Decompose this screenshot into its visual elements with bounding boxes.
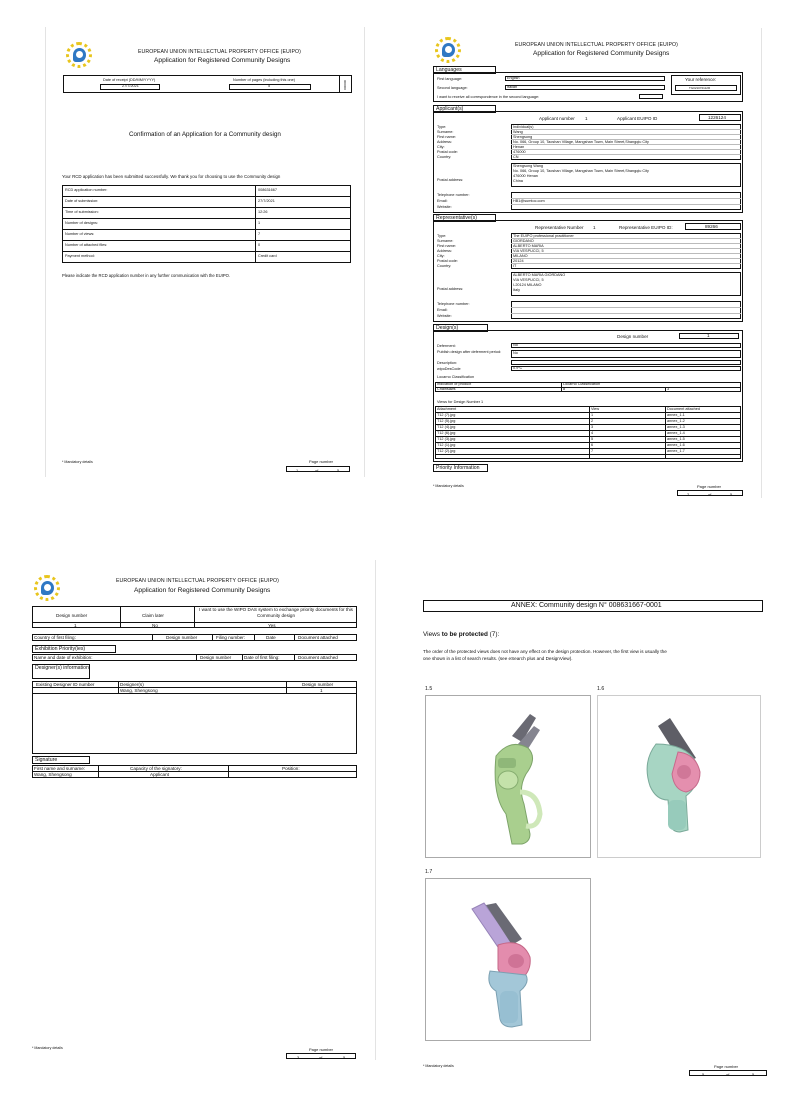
form-title: Application for Registered Community Designs: [154, 57, 291, 64]
row-value: 008631667: [258, 188, 278, 192]
languages-header: Languages: [433, 66, 496, 74]
row-label: Time of submission:: [65, 210, 99, 214]
representatives-header: Representative(s): [433, 214, 496, 222]
row-value: 1: [258, 221, 261, 225]
signature-header: Signature: [32, 756, 90, 764]
view-image-frame: [425, 695, 591, 858]
row-label: RCD application number:: [65, 188, 108, 192]
page-number-label: Page number: [309, 459, 334, 464]
row-value: 7: [258, 232, 261, 236]
form-title: Application for Registered Community Designs: [134, 587, 271, 594]
row-label: Number of designs:: [65, 221, 98, 225]
euipo-logo-icon: [433, 35, 463, 65]
correspondence-checkbox: [639, 94, 663, 99]
applicants-header: Applicant(s): [433, 105, 496, 113]
page-2: EUROPEAN UNION INTELLECTUAL PROPERTY OFFICE (EUIPO) Application for Registered Community Designs Languages First language: English Second language: Italian I want to receive all correspondence in the second language: Your reference: TG021072112R Applicant(s) Applicant number 1 Applicant EUIPO ID 1226124 Type: Surname: First name: Address: City: Postal code: Country: Individual(s) Wang Shengsong No. 066, Group 10, Taoshan Village, Mangshan Town, Main Street,Shangqiu City Henan 476000 CN Postal address: Shengsong Wang No. 066, Group 10, Taoshan Village, Mangshan Town, Main Street,Shangqiu City 476000 Henan China Telephone number: Email: Website: HB1@sumtoc.com Representative(s) Representative Number 1 Representative EUIPO ID: 89266 Type: Surname: First name: Address: City: Postal code: Country: The EUIPO professional practitioner GIORDANO ALBERTO MARIA VIA VESPUCCI, 5 MILANO 20124 IT Postal address: ALBERTO MARIA GIORDANO VIA VESPUCCI, 5 I-20124 MILANO Italy Telephone number: Email: Website: Design(s) Design number 1 Deferment: No Publish design after deferment period: No Description: wipoDesCode 07FC Locarno Classification Indication of product Locarno Classification Chainsaws 8 3 Views for Design Number 1 Attachment View Document attached T12 (7).jpg 1 annex_1.1 T12 (5).jpg 2 annex_1.2 T12 (4).jpg 3 annex_1.3 T12 (6).jpg 4 annex_1.4 T12 (3).jpg 5 annex_1.5 T12 (1).jpg 6 annex_1.6 T12 (2).jpg 7 annex_1.7 Priority Information * Mandatory details Page number 2 of 5: [427, 28, 762, 498]
row-label: Number of views:: [65, 232, 95, 236]
euipo-logo-icon: [64, 40, 94, 70]
application-note: Please indicate the RCD application number in any further communication with the EUIPO.: [62, 273, 231, 278]
row-value: 0: [258, 243, 261, 247]
confirmation-title: Confirmation of an Application for a Community design: [129, 131, 281, 138]
exhibition-header: Exhibition Priority(ies): [32, 645, 116, 653]
view-image-frame: [425, 878, 591, 1041]
view-image-frame: [597, 695, 761, 858]
order-note-1: The order of the protected views does not have any effect on the design protection. However, the first view is usually the: [423, 649, 667, 654]
pages-value: 5: [268, 84, 271, 88]
row-label: Date of submission:: [65, 199, 99, 203]
view-label: 1.6: [597, 686, 605, 692]
row-label: Number of attached files:: [65, 243, 108, 247]
row-label: Payment method:: [65, 254, 95, 258]
receipt-label: Date of receipt (DD/MM/YYYY): [103, 78, 156, 82]
views-table: Attachment View Document attached T12 (7).jpg 1 annex_1.1 T12 (5).jpg 2 annex_1.2 T12 (4).jpg 3 annex_1.3 T12 (6).jpg 4 annex_1.4 T12 (3).jpg 5 annex_1.5 T12 (1).jpg 6 annex_1.6 T12 (2).jpg 7 annex_1.7: [435, 406, 741, 459]
intro-text: Your RCD application has been submitted successfully. We thank you for choosing to use the Community design: [62, 174, 281, 179]
priority-header: Priority Information: [433, 464, 488, 472]
euipo-logo-icon: [32, 573, 62, 603]
row-value: 12:26: [258, 210, 268, 214]
row-value: Credit card: [258, 254, 277, 258]
page-3: EUROPEAN UNION INTELLECTUAL PROPERTY OFFICE (EUIPO) Application for Registered Community Designs Design number Claim later I want to use the WIPO DAS system to exchange priority documents for this Community design 1 No Yes Country of first filing: Design number Filing number: Date Document attached Exhibition Priority(ies) Name and date of exhibition: Design number Date of first filing: Document attached Designer(s) information Existing Designer ID number Designer(s) Design number Wang, Shengsong 1 Signature First name and surname: Capacity of the signatory: Position: Wang, Shengsong Applicant * Mandatory details Page number 3 of 5: [26, 560, 376, 1060]
chainsaw-green-image: [426, 696, 592, 859]
mandatory-note: * Mandatory details: [62, 460, 93, 464]
chainsaw-pink-front-image: [426, 879, 592, 1042]
office-name: EUROPEAN UNION INTELLECTUAL PROPERTY OFFICE (EUIPO): [138, 49, 301, 55]
office-name: EUROPEAN UNION INTELLECTUAL PROPERTY OFFICE (EUIPO): [116, 578, 279, 584]
row-value: 27/7/2021: [258, 199, 275, 203]
receipt-value: 27/7/2021: [122, 84, 139, 88]
order-note-2: one shown in a list of search results. (see eSearch plus and DesignView).: [423, 656, 573, 661]
form-title: Application for Registered Community Designs: [533, 50, 670, 57]
designers-header: Designer(s) information: [32, 664, 90, 679]
designs-header: Design(s): [433, 324, 488, 332]
side-code: 000000: [343, 79, 348, 91]
page-1: EUROPEAN UNION INTELLECTUAL PROPERTY OFFICE (EUIPO) Application for Registered Community Designs Date of receipt (DD/MM/YYYY) 27/7/2021 Number of pages (including this one) 5 000000 Confirmation of an Application for a Community design Your RCD application has been submitted successfully. We thank you for choosing to use the Community design RCD application number: 008631667 Date of submission: 27/7/2021 Time of submission: 12:26 Number of designs: 1 Number of views: 7 Number of attached files: 0 Payment method: Credit card Please indicate the RCD application number in any further communication with the EUIPO. * Mandatory details Page number 1 of 5: [45, 27, 365, 477]
view-label: 1.7: [425, 869, 433, 875]
chainsaw-pink-side-image: [598, 696, 762, 859]
office-name: EUROPEAN UNION INTELLECTUAL PROPERTY OFFICE (EUIPO): [515, 42, 678, 48]
view-label: 1.5: [425, 686, 433, 692]
page-4: ANNEX: Community design N° 008631667-0001 Views to be protected (7): The order of the protected views does not have any effect on the design protection. However, the first view is usually the one shown in a list of search results. (see eSearch plus and DesignView). 1.5 1.6 1.7 * Mandatory details Page number 5 of 5: [417, 580, 772, 1080]
views-heading: Views to be protected (7):: [423, 631, 500, 638]
annex-title: ANNEX: Community design N° 008631667-0001: [511, 602, 662, 609]
pages-label: Number of pages (including this one): [233, 78, 296, 82]
